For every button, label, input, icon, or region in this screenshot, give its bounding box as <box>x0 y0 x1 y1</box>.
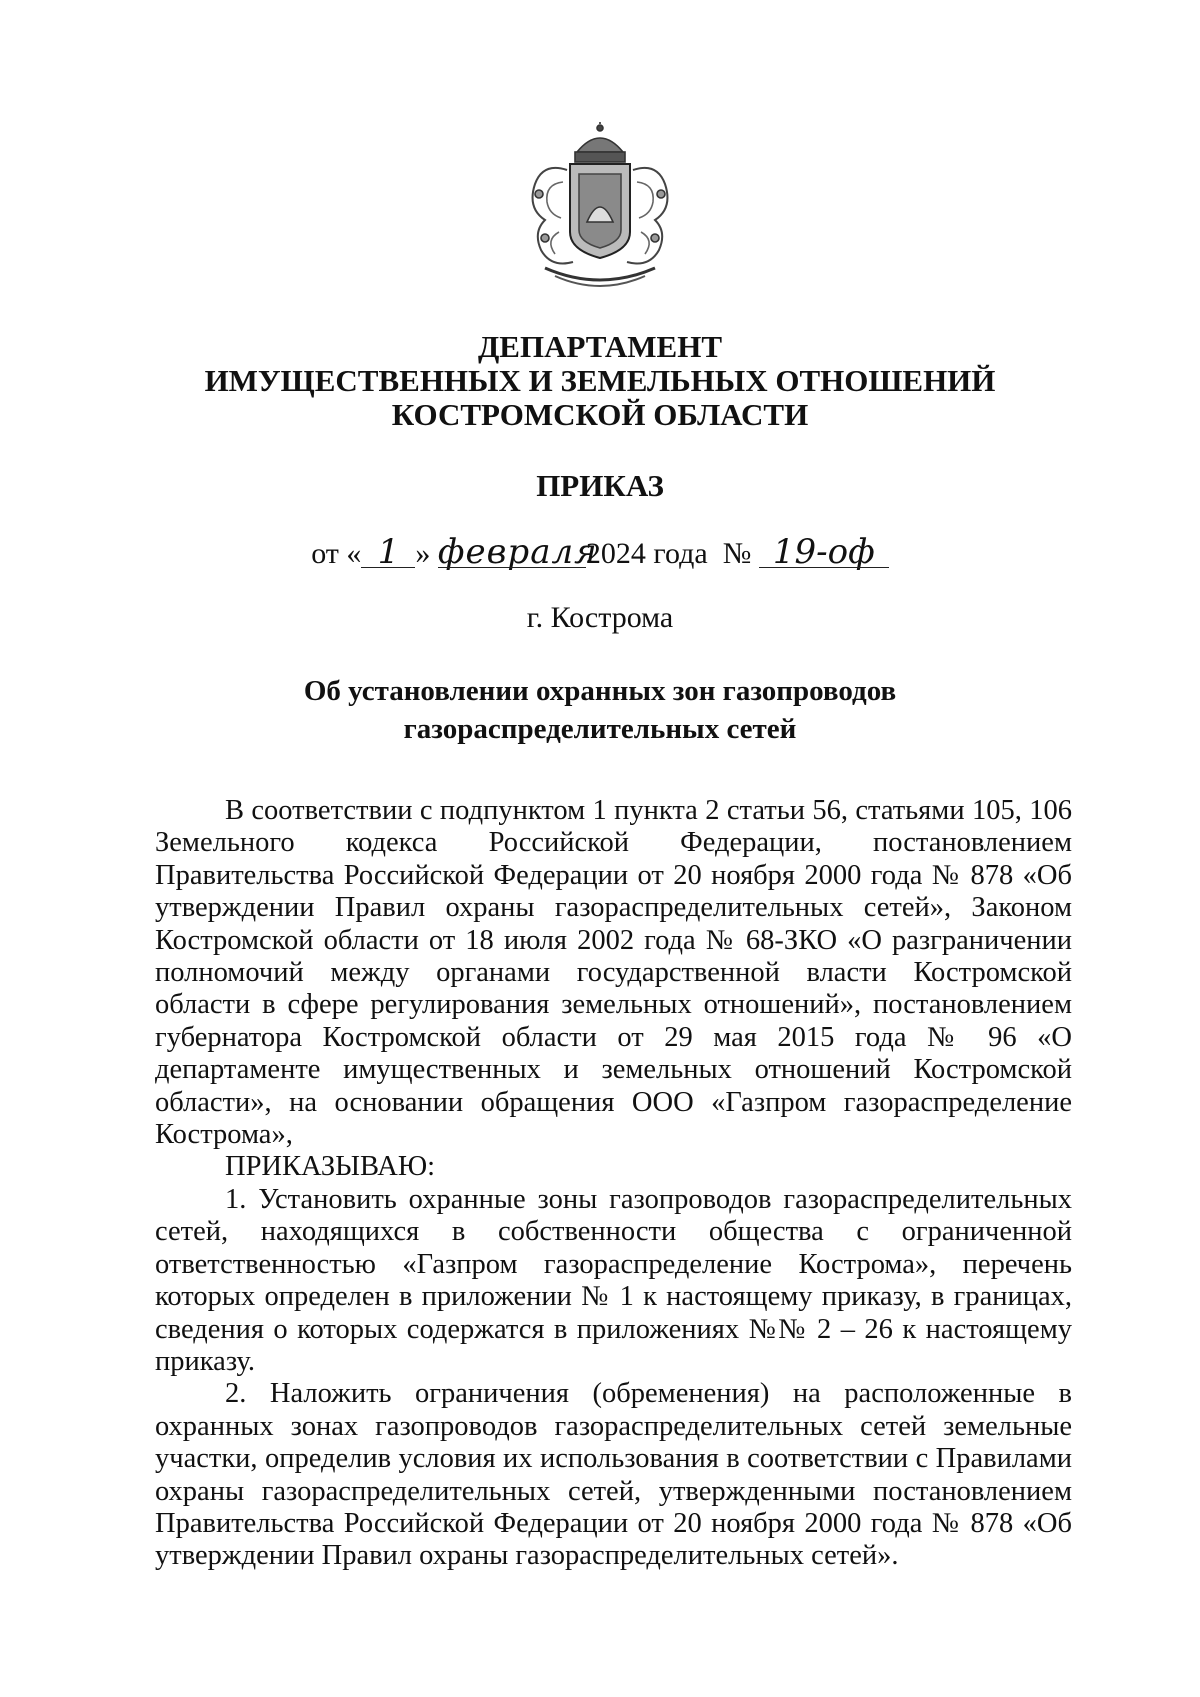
header-line-3: КОСТРОМСКОЙ ОБЛАСТИ <box>391 397 809 432</box>
subject-line-2: газораспределительных сетей <box>403 713 797 745</box>
department-header <box>0 330 1200 432</box>
date-month-handwritten: февраля <box>437 532 598 572</box>
date-year: 2024 года <box>585 537 708 570</box>
order-word: ПРИКАЗЫВАЮ: <box>225 1151 436 1183</box>
preamble-paragraph: В соответствии с подпунктом 1 пункта 2 статьи 56, статьями 105, 106 Земельного кодекса Российской Федерации, постановлением Правительства Российской Федерации от 20 ноября 2000 года № 878 «Об утверждении Правил охраны газораспределительных сетей», Законом Костромской области от 18 июля 2002 года № 68-ЗКО «О разграничении полномочий между органами государственной власти Костромской области в сфере регулирования земельных отношений», постановлением губернатора Костромской области от 29 мая 2015 года № 96 «О департаменте имущественных и земельных отношений Костромской области», на основании обращения ООО «Газпром газораспределение Кострома», <box>155 795 1072 1151</box>
number-sign: № <box>722 537 752 570</box>
kostroma-coat-of-arms-icon <box>515 122 685 294</box>
city-line: г. Кострома <box>526 601 674 634</box>
header-line-2: ИМУЩЕСТВЕННЫХ И ЗЕМЕЛЬНЫХ ОТНОШЕНИЙ <box>204 363 996 398</box>
subject-line-1: Об установлении охранных зон газопроводов <box>303 675 897 707</box>
order-body <box>155 795 1072 1573</box>
item-2-paragraph: 2. Наложить ограничения (обременения) на расположенные в охранных зонах газопроводов газораспределительных сетей земельные участки, определив условия их использования в соответствии с Правилами охраны газораспределительных сетей, утвержденными постановлением Правительства Российской Федерации от 20 ноября 2000 года № 878 «Об утверждении Правил охраны газораспределительных сетей». <box>155 1378 1072 1572</box>
date-prefix: от « <box>311 537 362 570</box>
date-and-number-line <box>0 532 1200 572</box>
date-day-handwritten: 1 <box>361 532 415 572</box>
item-1-paragraph: 1. Установить охранные зоны газопроводов газораспределительных сетей, находящихся в собственности общества с ограниченной ответственностью «Газпром газораспределение Кострома», перечень которых определен в приложении № 1 к настоящему приказу, в границах, сведения о которых содержатся в приложениях №№ 2 – 26 к настоящему приказу. <box>155 1183 1072 1377</box>
order-subject <box>0 672 1200 748</box>
header-line-1: ДЕПАРТАМЕНТ <box>477 329 723 364</box>
document-type-title: ПРИКАЗ <box>536 468 664 503</box>
order-number-handwritten: 19-оф <box>759 532 889 572</box>
date-quote-close: » <box>415 537 431 570</box>
